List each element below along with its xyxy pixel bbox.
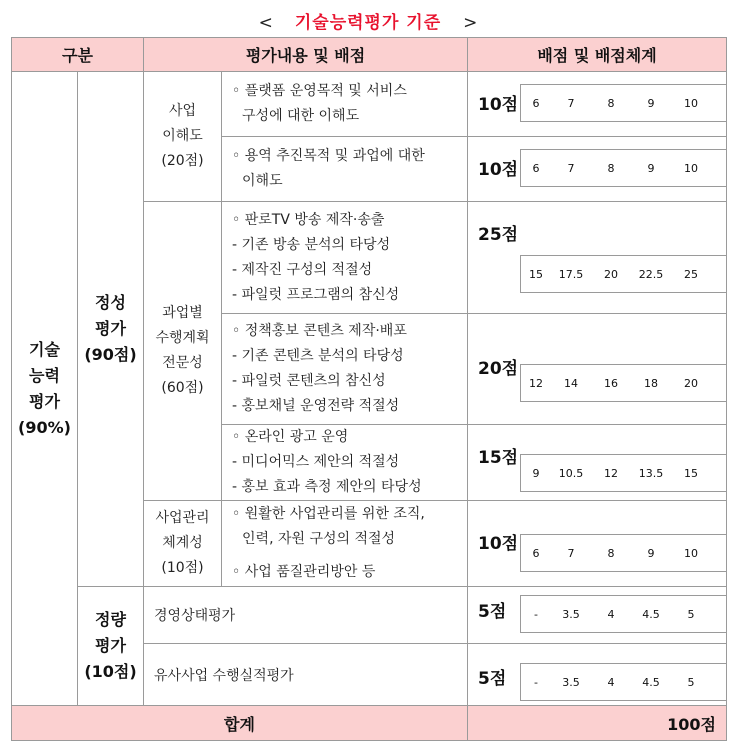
table-row — [12, 587, 727, 644]
points-label: 10점 — [478, 95, 519, 115]
category-technical: 기술 능력 평가 (90%) — [12, 72, 78, 706]
criteria-cell: ◦ 판로TV 방송 제작·송출 - 기존 방송 분석의 타당성 - 제작진 구성의 적절성 - 파일럿 프로그램의 참신성 — [222, 202, 468, 314]
criteria-cell: 유사사업 수행실적평가 — [144, 644, 468, 706]
score-scale: 6 7 8 9 10 — [520, 84, 726, 122]
criteria-cell: ◦ 플랫폼 운영목적 및 서비스 구성에 대한 이해도 — [222, 72, 468, 137]
group-business-understanding: 사업 이해도 (20점) — [144, 72, 222, 202]
score-scale: 9 10.5 12 13.5 15 — [520, 454, 726, 492]
header-content: 평가내용 및 배점 — [144, 38, 468, 72]
header-scoring: 배점 및 배점체계 — [468, 38, 727, 72]
score-cell — [468, 137, 727, 202]
points-label: 5점 — [478, 669, 507, 689]
points-label: 15점 — [478, 448, 519, 468]
points-label: 20점 — [478, 359, 519, 379]
header-row — [12, 38, 727, 72]
criteria-cell: ◦ 용역 추진목적 및 과업에 대한 이해도 — [222, 137, 468, 202]
score-cell — [468, 425, 727, 501]
category-quantitative: 정량 평가 (10점) — [78, 587, 144, 706]
criteria-cell: ◦ 정책홍보 콘텐츠 제작·배포 - 기존 콘텐츠 분석의 타당성 - 파일럿 콘텐츠의 참신성 - 홍보채널 운영전략 적절성 — [222, 314, 468, 425]
score-scale: 15 17.5 20 22.5 25 — [520, 255, 726, 293]
total-row — [12, 706, 727, 741]
title-text: 기술능력평가 기준 — [294, 13, 442, 33]
points-label: 5점 — [478, 602, 507, 622]
criteria-cell: 경영상태평가 — [144, 587, 468, 644]
page-title — [0, 8, 736, 33]
score-cell — [468, 501, 727, 587]
category-qualitative: 정성 평가 (90점) — [78, 72, 144, 587]
points-label: 10점 — [478, 534, 519, 554]
score-cell — [468, 202, 727, 314]
score-scale: 12 14 16 18 20 — [520, 364, 726, 402]
score-scale: - 3.5 4 4.5 5 — [520, 663, 726, 701]
score-scale: 6 7 8 9 10 — [520, 149, 726, 187]
score-cell — [468, 644, 727, 706]
table-row — [12, 72, 727, 137]
score-cell — [468, 72, 727, 137]
score-scale: 6 7 8 9 10 — [520, 534, 726, 572]
score-cell — [468, 314, 727, 425]
title-bracket-close: > — [463, 13, 478, 33]
group-management-system: 사업관리 체계성 (10점) — [144, 501, 222, 587]
total-label: 합계 — [12, 706, 468, 741]
total-value: 100점 — [468, 706, 727, 741]
score-scale: - 3.5 4 4.5 5 — [520, 595, 726, 633]
evaluation-table — [11, 37, 727, 741]
points-label: 25점 — [478, 225, 519, 245]
group-execution-expertise: 과업별 수행계획 전문성 (60점) — [144, 202, 222, 501]
score-cell — [468, 587, 727, 644]
criteria-cell: ◦ 원활한 사업관리를 위한 조직, 인력, 자원 구성의 적절성 ◦ 사업 품질관리방안 등 — [222, 501, 468, 587]
header-category: 구분 — [12, 38, 144, 72]
points-label: 10점 — [478, 160, 519, 180]
criteria-cell: ◦ 온라인 광고 운영 - 미디어믹스 제안의 적절성 - 홍보 효과 측정 제안의 타당성 — [222, 425, 468, 501]
title-bracket-open: < — [258, 13, 273, 33]
